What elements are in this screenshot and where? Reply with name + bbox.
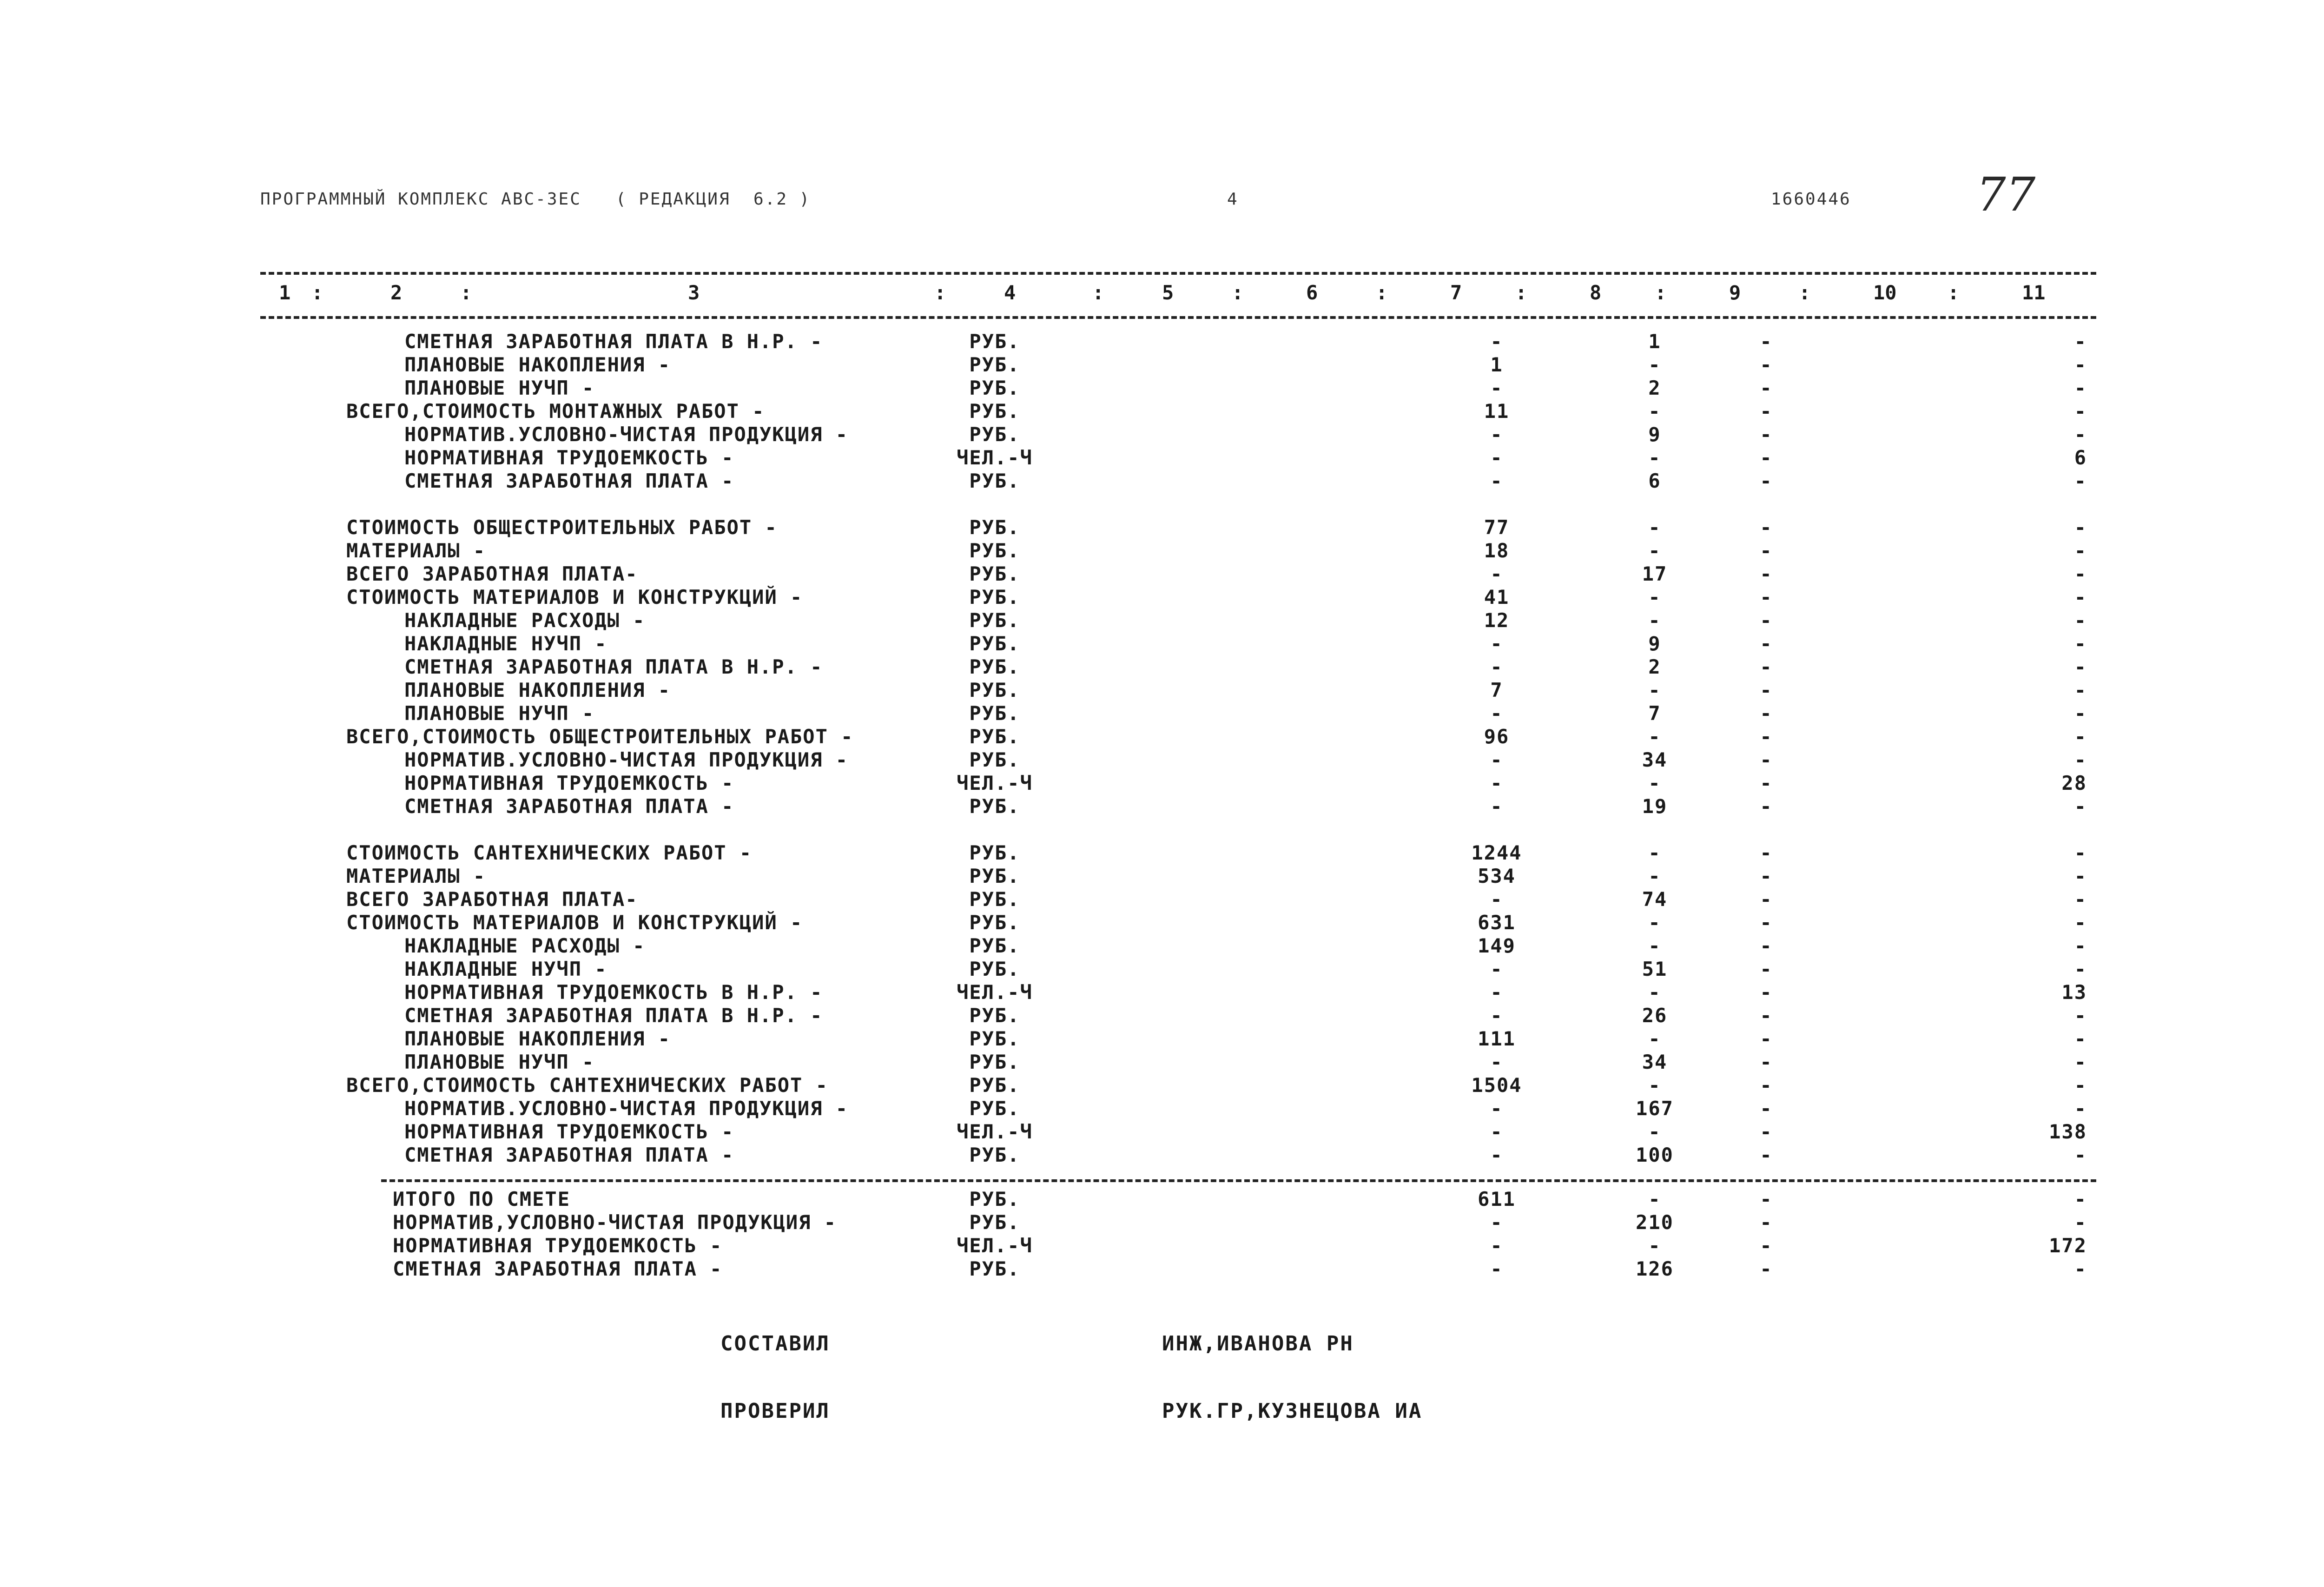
unit-cell: РУБ. [969,934,1020,957]
unit-cell: РУБ. [969,795,1020,818]
table-row [0,469,2324,493]
column-separator: : [460,281,472,304]
col11-cell: - [2074,632,2087,655]
row-label: НОРМАТИВНАЯ ТРУДОЕМКОСТЬ В Н.Р. - [404,981,823,1004]
table-row [0,446,2324,469]
col7-cell: 631 [1478,911,1516,934]
col7-cell: - [1490,562,1503,585]
table-row [0,795,2324,818]
col8-cell: - [1648,539,1661,562]
unit-cell: РУБ. [969,1144,1020,1166]
column-header-8: 8 [1590,281,1602,304]
checked-by-label: ПРОВЕРИЛ [720,1399,830,1423]
column-header-10: 10 [1873,281,1897,304]
totals-row [0,1234,2324,1257]
table-row [0,934,2324,958]
row-label: СМЕТНАЯ ЗАРАБОТНАЯ ПЛАТА В Н.Р. - [404,1004,823,1027]
row-label: СМЕТНАЯ ЗАРАБОТНАЯ ПЛАТА - [404,795,734,818]
unit-cell: РУБ. [969,632,1020,655]
column-header-5: 5 [1162,281,1174,304]
col8-cell: - [1648,586,1661,608]
col8-cell: - [1648,1188,1661,1210]
col7-cell: 149 [1478,934,1516,957]
col9-cell: - [1760,1144,1773,1166]
unit-cell: РУБ. [969,1211,1020,1234]
col9-cell: - [1760,795,1773,818]
row-label: СТОИМОСТЬ ОБЩЕСТРОИТЕЛЬНЫХ РАБОТ - [346,516,778,539]
col9-cell: - [1760,516,1773,539]
row-label: НОРМАТИВ.УСЛОВНО-ЧИСТАЯ ПРОДУКЦИЯ - [404,1097,849,1120]
col9-cell: - [1760,911,1773,934]
row-label: ПЛАНОВЫЕ НУЧП - [404,1051,595,1073]
col9-cell: - [1760,1188,1773,1210]
col11-cell: - [2074,1097,2087,1120]
unit-cell: РУБ. [969,725,1020,748]
unit-cell: РУБ. [969,748,1020,771]
unit-cell: РУБ. [969,1074,1020,1097]
compiled-by-name: ИНЖ,ИВАНОВА РН [1162,1332,1354,1356]
col7-cell: 12 [1484,609,1510,632]
col8-cell: 100 [1636,1144,1674,1166]
row-label: ПЛАНОВЫЕ НАКОПЛЕНИЯ - [404,679,671,701]
col8-cell: 9 [1648,632,1661,655]
row-label: НАКЛАДНЫЕ НУЧП - [404,632,607,655]
unit-cell: РУБ. [969,1257,1020,1280]
col11-cell: - [2074,353,2087,376]
row-label: СМЕТНАЯ ЗАРАБОТНАЯ ПЛАТА - [393,1257,723,1280]
table-row [0,353,2324,377]
unit-cell: ЧЕЛ.-Ч [957,1120,1033,1143]
column-separator: : [1948,281,1960,304]
unit-cell: РУБ. [969,516,1020,539]
row-label: СМЕТНАЯ ЗАРАБОТНАЯ ПЛАТА - [404,469,734,492]
col8-cell: - [1648,609,1661,632]
table-row [0,1074,2324,1097]
col11-cell: - [2074,400,2087,423]
row-label: СТОИМОСТЬ САНТЕХНИЧЕСКИХ РАБОТ - [346,841,753,864]
col7-cell: - [1490,888,1503,911]
col9-cell: - [1760,1257,1773,1280]
unit-cell: РУБ. [969,1097,1020,1120]
table-row [0,958,2324,981]
col11-cell: - [2074,679,2087,701]
col7-cell: 1504 [1471,1074,1522,1097]
col7-cell: - [1490,958,1503,980]
table-row [0,1027,2324,1051]
col8-cell: - [1648,446,1661,469]
col8-cell: 74 [1642,888,1668,911]
row-label: НОРМАТИВНАЯ ТРУДОЕМКОСТЬ - [404,1120,734,1143]
col11-cell: 138 [2049,1120,2087,1143]
col8-cell: - [1648,1074,1661,1097]
table-row [0,1051,2324,1074]
column-separator: : [311,281,324,304]
col7-cell: - [1490,702,1503,725]
col7-cell: 96 [1484,725,1510,748]
row-label: ВСЕГО,СТОИМОСТЬ САНТЕХНИЧЕСКИХ РАБОТ - [346,1074,828,1097]
table-row [0,1004,2324,1027]
col11-cell: - [2074,1074,2087,1097]
col8-cell: 167 [1636,1097,1674,1120]
col7-cell: 18 [1484,539,1510,562]
table-row [0,609,2324,632]
unit-cell: РУБ. [969,679,1020,701]
col8-cell: - [1648,1234,1661,1257]
col11-cell: - [2074,1257,2087,1280]
col11-cell: - [2074,865,2087,887]
program-header: ПРОГРАММНЫЙ КОМПЛЕКС АВС-ЗЕС ( РЕДАКЦИЯ 6.2 ) [260,190,811,209]
totals-row [0,1257,2324,1281]
unit-cell: РУБ. [969,1188,1020,1210]
col8-cell: - [1648,772,1661,794]
col8-cell: 1 [1648,330,1661,353]
col11-cell: - [2074,469,2087,492]
row-label: НОРМАТИВ.УСЛОВНО-ЧИСТАЯ ПРОДУКЦИЯ - [404,748,849,771]
col8-cell: - [1648,1120,1661,1143]
unit-cell: ЧЕЛ.-Ч [957,772,1033,794]
row-label: ПЛАНОВЫЕ НУЧП - [404,702,595,725]
col7-cell: - [1490,377,1503,399]
col8-cell: - [1648,353,1661,376]
col9-cell: - [1760,1097,1773,1120]
col11-cell: 28 [2061,772,2087,794]
col7-cell: - [1490,632,1503,655]
col7-cell: 11 [1484,400,1510,423]
table-row [0,1097,2324,1120]
column-header-11: 11 [2022,281,2046,304]
col7-cell: 77 [1484,516,1510,539]
col11-cell: - [2074,423,2087,446]
col9-cell: - [1760,1234,1773,1257]
col8-cell: - [1648,865,1661,887]
col7-cell: - [1490,1051,1503,1073]
col9-cell: - [1760,539,1773,562]
col9-cell: - [1760,446,1773,469]
unit-cell: РУБ. [969,911,1020,934]
row-label: ВСЕГО ЗАРАБОТНАЯ ПЛАТА- [346,888,638,911]
table-row [0,911,2324,934]
col8-cell: 6 [1648,469,1661,492]
table-row [0,725,2324,748]
row-label: СТОИМОСТЬ МАТЕРИАЛОВ И КОНСТРУКЦИЙ - [346,586,803,608]
col7-cell: - [1490,1211,1503,1234]
col11-cell: - [2074,586,2087,608]
col11-cell: - [2074,377,2087,399]
col7-cell: 7 [1490,679,1503,701]
unit-cell: РУБ. [969,539,1020,562]
col8-cell: 17 [1642,562,1668,585]
col9-cell: - [1760,353,1773,376]
row-label: СМЕТНАЯ ЗАРАБОТНАЯ ПЛАТА - [404,1144,734,1166]
handwritten-page-number: 77 [1976,167,2036,222]
table-row [0,1120,2324,1144]
col9-cell: - [1760,934,1773,957]
unit-cell: РУБ. [969,353,1020,376]
column-separator: : [1799,281,1811,304]
row-label: СТОИМОСТЬ МАТЕРИАЛОВ И КОНСТРУКЦИЙ - [346,911,803,934]
row-label: НАКЛАДНЫЕ РАСХОДЫ - [404,934,646,957]
col11-cell: - [2074,516,2087,539]
col7-cell: - [1490,772,1503,794]
unit-cell: РУБ. [969,865,1020,887]
column-header-bottom-rule [260,316,2096,319]
row-label: НАКЛАДНЫЕ РАСХОДЫ - [404,609,646,632]
column-header-4: 4 [1004,281,1016,304]
row-label: ПЛАНОВЫЕ НАКОПЛЕНИЯ - [404,1027,671,1050]
unit-cell: РУБ. [969,469,1020,492]
col8-cell: 19 [1642,795,1668,818]
col11-cell: - [2074,911,2087,934]
unit-cell: РУБ. [969,702,1020,725]
row-label: ВСЕГО ЗАРАБОТНАЯ ПЛАТА- [346,562,638,585]
row-label: СМЕТНАЯ ЗАРАБОТНАЯ ПЛАТА В Н.Р. - [404,330,823,353]
col8-cell: 126 [1636,1257,1674,1280]
table-row [0,330,2324,353]
col9-cell: - [1760,400,1773,423]
col9-cell: - [1760,586,1773,608]
col8-cell: - [1648,1027,1661,1050]
compiled-by-label: СОСТАВИЛ [720,1332,830,1356]
col7-cell: - [1490,1257,1503,1280]
col11-cell: 172 [2049,1234,2087,1257]
col8-cell: - [1648,981,1661,1004]
unit-cell: РУБ. [969,562,1020,585]
col8-cell: 34 [1642,748,1668,771]
row-label: МАТЕРИАЛЫ - [346,539,486,562]
column-separator: : [1376,281,1388,304]
col11-cell: - [2074,725,2087,748]
col8-cell: - [1648,725,1661,748]
col9-cell: - [1760,865,1773,887]
col11-cell: - [2074,1211,2087,1234]
col11-cell: - [2074,539,2087,562]
col7-cell: - [1490,1004,1503,1027]
row-label: ИТОГО ПО СМЕТЕ [393,1188,571,1210]
column-separator: : [934,281,946,304]
col7-cell: 534 [1478,865,1516,887]
col11-cell: - [2074,562,2087,585]
col8-cell: 51 [1642,958,1668,980]
row-label: НОРМАТИВНАЯ ТРУДОЕМКОСТЬ - [393,1234,723,1257]
col8-cell: - [1648,911,1661,934]
totals-rule [381,1179,2096,1182]
col11-cell: - [2074,1144,2087,1166]
unit-cell: РУБ. [969,423,1020,446]
col11-cell: - [2074,841,2087,864]
col11-cell: - [2074,934,2087,957]
col9-cell: - [1760,655,1773,678]
unit-cell: РУБ. [969,1051,1020,1073]
col7-cell: 611 [1478,1188,1516,1210]
col7-cell: - [1490,655,1503,678]
column-header-3: 3 [688,281,700,304]
col7-cell: - [1490,469,1503,492]
unit-cell: РУБ. [969,1004,1020,1027]
unit-cell: РУБ. [969,330,1020,353]
table-row [0,888,2324,911]
table-row [0,981,2324,1004]
totals-row [0,1211,2324,1234]
col7-cell: - [1490,981,1503,1004]
column-header-7: 7 [1450,281,1462,304]
page-column-number: 4 [1227,190,1239,209]
document-number: 1660446 [1771,190,1851,209]
column-separator: : [1092,281,1104,304]
col7-cell: - [1490,1234,1503,1257]
table-row [0,539,2324,562]
totals-row [0,1188,2324,1211]
col8-cell: - [1648,400,1661,423]
unit-cell: РУБ. [969,586,1020,608]
row-label: СМЕТНАЯ ЗАРАБОТНАЯ ПЛАТА В Н.Р. - [404,655,823,678]
table-row [0,586,2324,609]
col11-cell: - [2074,888,2087,911]
column-separator: : [1655,281,1667,304]
col8-cell: 2 [1648,377,1661,399]
col11-cell: - [2074,1027,2087,1050]
col9-cell: - [1760,469,1773,492]
table-top-rule [260,272,2096,275]
row-label: ПЛАНОВЫЕ НУЧП - [404,377,595,399]
table-row [0,841,2324,865]
col9-cell: - [1760,609,1773,632]
col9-cell: - [1760,1074,1773,1097]
col9-cell: - [1760,679,1773,701]
unit-cell: РУБ. [969,958,1020,980]
unit-cell: РУБ. [969,400,1020,423]
checked-by-name: РУК.ГР,КУЗНЕЦОВА ИА [1162,1399,1423,1423]
col7-cell: - [1490,330,1503,353]
col7-cell: - [1490,795,1503,818]
unit-cell: РУБ. [969,377,1020,399]
col8-cell: 210 [1636,1211,1674,1234]
table-row [0,400,2324,423]
col7-cell: - [1490,1144,1503,1166]
col11-cell: 6 [2074,446,2087,469]
col7-cell: 111 [1478,1027,1516,1050]
row-label: ВСЕГО,СТОИМОСТЬ МОНТАЖНЫХ РАБОТ - [346,400,765,423]
row-label: ВСЕГО,СТОИМОСТЬ ОБЩЕСТРОИТЕЛЬНЫХ РАБОТ - [346,725,854,748]
col9-cell: - [1760,1211,1773,1234]
table-row [0,748,2324,772]
col11-cell: - [2074,655,2087,678]
col7-cell: - [1490,1120,1503,1143]
col7-cell: - [1490,748,1503,771]
col8-cell: 9 [1648,423,1661,446]
unit-cell: ЧЕЛ.-Ч [957,1234,1033,1257]
column-header-6: 6 [1306,281,1318,304]
col8-cell: - [1648,516,1661,539]
col7-cell: 1 [1490,353,1503,376]
unit-cell: РУБ. [969,888,1020,911]
unit-cell: ЧЕЛ.-Ч [957,446,1033,469]
col8-cell: 7 [1648,702,1661,725]
unit-cell: РУБ. [969,655,1020,678]
col7-cell: 1244 [1471,841,1522,864]
col8-cell: 26 [1642,1004,1668,1027]
row-label: НОРМАТИВНАЯ ТРУДОЕМКОСТЬ - [404,446,734,469]
col8-cell: 2 [1648,655,1661,678]
col8-cell: - [1648,934,1661,957]
col9-cell: - [1760,1004,1773,1027]
row-label: МАТЕРИАЛЫ - [346,865,486,887]
col11-cell: - [2074,1004,2087,1027]
table-row [0,679,2324,702]
table-row [0,1144,2324,1167]
col9-cell: - [1760,841,1773,864]
col9-cell: - [1760,632,1773,655]
column-header-2: 2 [390,281,403,304]
column-separator: : [1232,281,1244,304]
table-row [0,562,2324,586]
col7-cell: - [1490,1097,1503,1120]
unit-cell: РУБ. [969,609,1020,632]
col9-cell: - [1760,702,1773,725]
table-row [0,516,2324,539]
unit-cell: РУБ. [969,1027,1020,1050]
col9-cell: - [1760,562,1773,585]
row-label: НОРМАТИВ.УСЛОВНО-ЧИСТАЯ ПРОДУКЦИЯ - [404,423,849,446]
col8-cell: - [1648,679,1661,701]
column-separator: : [1515,281,1527,304]
table-row [0,632,2324,655]
col11-cell: - [2074,1188,2087,1210]
col11-cell: - [2074,702,2087,725]
table-row [0,865,2324,888]
col11-cell: - [2074,958,2087,980]
table-row [0,423,2324,446]
row-label: НАКЛАДНЫЕ НУЧП - [404,958,607,980]
row-label: НОРМАТИВ,УСЛОВНО-ЧИСТАЯ ПРОДУКЦИЯ - [393,1211,837,1234]
col7-cell: 41 [1484,586,1510,608]
column-header-9: 9 [1729,281,1741,304]
col9-cell: - [1760,1051,1773,1073]
column-header-1: 1 [279,281,291,304]
col11-cell: 13 [2061,981,2087,1004]
col11-cell: - [2074,795,2087,818]
col9-cell: - [1760,1027,1773,1050]
row-label: ПЛАНОВЫЕ НАКОПЛЕНИЯ - [404,353,671,376]
col11-cell: - [2074,1051,2087,1073]
col9-cell: - [1760,958,1773,980]
col9-cell: - [1760,748,1773,771]
table-row [0,655,2324,679]
col7-cell: - [1490,446,1503,469]
col9-cell: - [1760,981,1773,1004]
col11-cell: - [2074,609,2087,632]
table-row [0,702,2324,725]
col11-cell: - [2074,748,2087,771]
col9-cell: - [1760,330,1773,353]
col11-cell: - [2074,330,2087,353]
col9-cell: - [1760,772,1773,794]
row-label: НОРМАТИВНАЯ ТРУДОЕМКОСТЬ - [404,772,734,794]
col8-cell: - [1648,841,1661,864]
col7-cell: - [1490,423,1503,446]
col9-cell: - [1760,888,1773,911]
table-row [0,377,2324,400]
col9-cell: - [1760,1120,1773,1143]
col9-cell: - [1760,377,1773,399]
col8-cell: 34 [1642,1051,1668,1073]
col9-cell: - [1760,725,1773,748]
unit-cell: РУБ. [969,841,1020,864]
col9-cell: - [1760,423,1773,446]
table-row [0,772,2324,795]
unit-cell: ЧЕЛ.-Ч [957,981,1033,1004]
